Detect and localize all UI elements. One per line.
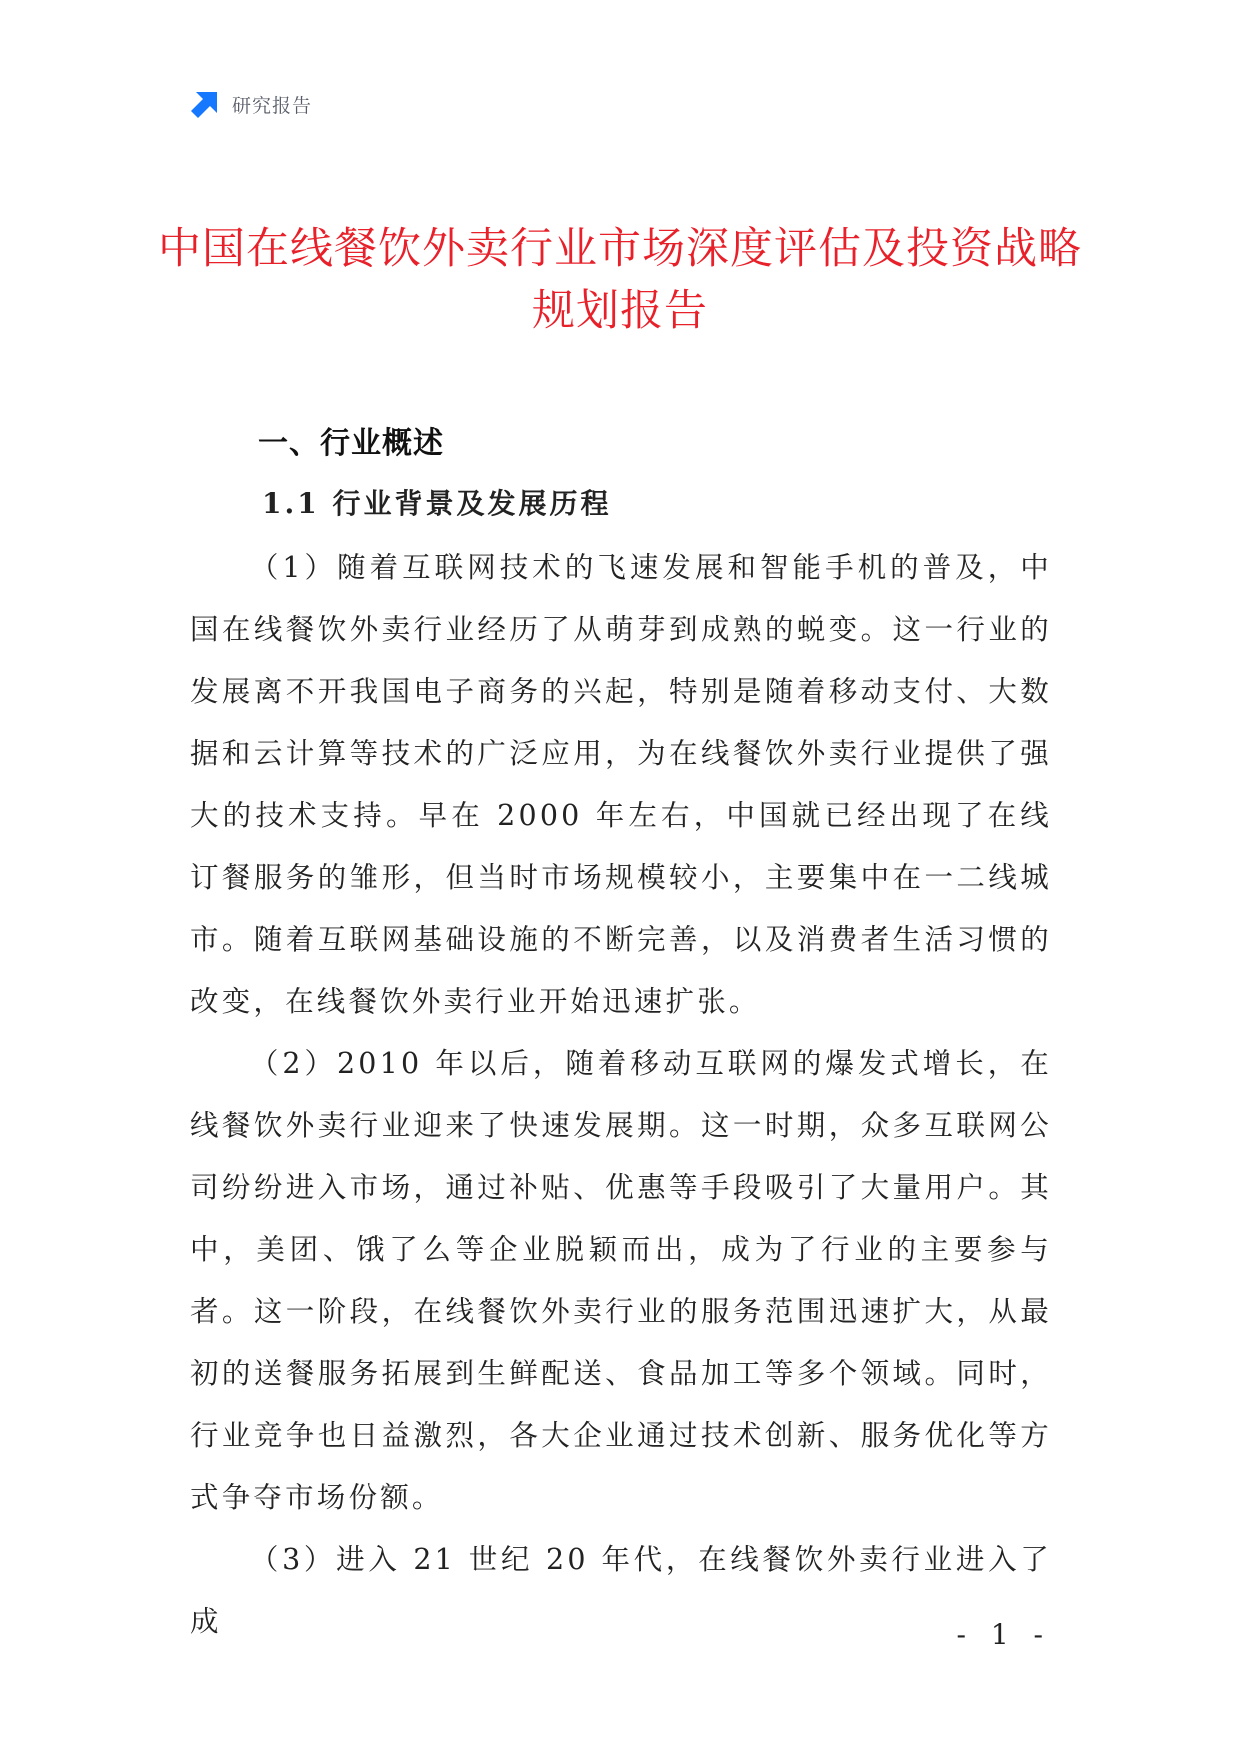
document-title: 中国在线餐饮外卖行业市场深度评估及投资战略规划报告 — [158, 224, 1082, 336]
body-text — [190, 537, 1052, 1653]
arrow-up-right-icon — [190, 89, 220, 119]
report-header — [190, 86, 312, 122]
sub-heading: 1.1 行业背景及发展历程 — [262, 487, 612, 520]
header-label: 研究报告 — [232, 94, 313, 117]
page-number-container — [0, 1618, 1241, 1651]
section-heading: 一、行业概述 — [258, 426, 444, 461]
paragraph-2: （2）2010 年以后，随着移动互联网的爆发式增长，在线餐饮外卖行业迎来了快速发展期。这一时期，众多互联网公司纷纷进入市场，通过补贴、优惠等手段吸引了大量用户。其中，美团、饿了么等企业脱颖而出，成为了行业的主要参与者。这一阶段，在线餐饮外卖行业的服务范围迅速扩大，从最初的送餐服务拓展到生鲜配送、食品加工等多个领域。同时，行业竞争也日益激烈，各大企业通过技术创新、服务优化等方式争夺市场份额。 — [190, 1047, 1052, 1514]
paragraph-3: （3）进入 21 世纪 20 年代，在线餐饮外卖行业进入了成 — [190, 1543, 1052, 1638]
page-number: - 1 - — [956, 1618, 1051, 1651]
paragraph-1: （1）随着互联网技术的飞速发展和智能手机的普及，中国在线餐饮外卖行业经历了从萌芽到成熟的蜕变。这一行业的发展离不开我国电子商务的兴起，特别是随着移动支付、大数据和云计算等技术的广泛应用，为在线餐饮外卖行业提供了强大的技术支持。早在 2000 年左右，中国就已经出现了在线订餐服务的雏形，但当时市场规模较小，主要集中在一二线城市。随着互联网基础设施的不断完善，以及消费者生活习惯的改变，在线餐饮外卖行业开始迅速扩张。 — [190, 551, 1052, 1018]
